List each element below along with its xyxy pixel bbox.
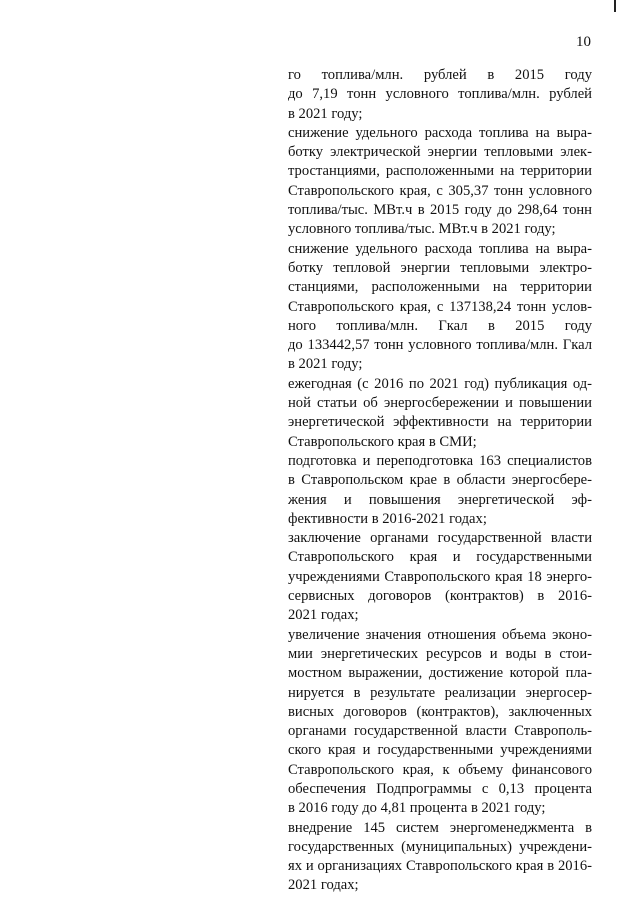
text-line: нируется в результате реализации энергосер- [288, 684, 592, 701]
paragraph [288, 452, 592, 529]
text-line: мии энергетических ресурсов и воды в стои- [288, 645, 592, 662]
text-line: жения и повышения энергетической эф- [288, 491, 592, 508]
paragraph [288, 529, 592, 625]
paragraph [288, 66, 592, 124]
text-line: фективности в 2016-2021 годах; [288, 510, 487, 527]
text-line: до 7,19 тонн условного топлива/млн. рублей [288, 86, 592, 103]
text-line: снижение удельного расхода топлива на выра- [288, 124, 592, 141]
text-line: Ставропольского края, к объему финансового [288, 761, 592, 778]
paragraph [288, 240, 592, 375]
text-line: ботку тепловой энергии тепловыми электро- [288, 259, 592, 276]
text-line: 2021 годах; [288, 877, 359, 894]
paragraph [288, 819, 592, 896]
text-line: ях и организациях Ставропольского края в 2016- [288, 858, 592, 875]
text-line: до 133442,57 тонн условного топлива/млн. Гкал [288, 337, 592, 354]
text-line: ного топлива/млн. Гкал в 2015 году [288, 317, 592, 334]
text-line: государственных (муниципальных) учреждени- [288, 838, 592, 855]
text-line: тростанциями, расположенными на территории [288, 163, 592, 180]
text-line: заключение органами государственной власти [288, 530, 592, 547]
paragraph [288, 626, 592, 819]
scan-edge-mark [614, 0, 616, 12]
text-line: увеличение значения отношения объема эконо- [288, 626, 592, 643]
text-line: учреждениями Ставропольского края 18 энерго- [288, 568, 592, 585]
paragraph [288, 375, 592, 452]
text-line: сервисных договоров (контрактов) в 2016- [288, 588, 592, 605]
text-line: Ставропольского края в СМИ; [288, 433, 477, 450]
text-line: органами государственной власти Ставрополь- [288, 723, 592, 740]
text-line: условного топлива/тыс. МВт.ч в 2021 году; [288, 221, 556, 238]
text-line: ского края и государственными учреждениями [288, 742, 592, 759]
text-line: топлива/тыс. МВт.ч в 2015 году до 298,64 тонн [288, 202, 592, 219]
text-line: мостном выражении, достижение которой пла- [288, 665, 592, 682]
text-line: энергетической эффективности на территории [288, 414, 592, 431]
text-line: ной статьи об энергосбережении и повышении [288, 395, 592, 412]
text-line: ежегодная (с 2016 по 2021 год) публикация од- [288, 375, 592, 392]
text-line: Ставропольского края и государственными [288, 549, 592, 566]
text-line: Ставропольского края, с 137138,24 тонн услов- [288, 298, 592, 315]
text-line: го топлива/млн. рублей в 2015 году [288, 67, 592, 83]
text-line: обеспечения Подпрограммы с 0,13 процента [288, 780, 592, 797]
text-line: в Ставропольском крае в области энергосбере- [288, 472, 592, 489]
page-number: 10 [576, 34, 591, 50]
text-line: ботку электрической энергии тепловыми элек- [288, 144, 592, 161]
text-line: в 2021 году; [288, 356, 363, 373]
text-line: подготовка и переподготовка 163 специалистов [288, 452, 592, 469]
text-line: внедрение 145 систем энергоменеджмента в [288, 819, 592, 836]
text-line: станциями, расположенными на территории [288, 279, 592, 296]
text-line: снижение удельного расхода топлива на выра- [288, 240, 592, 257]
text-line: Ставропольского края, с 305,37 тонн условного [288, 182, 592, 199]
text-line: 2021 годах; [288, 607, 359, 624]
paragraph [288, 124, 592, 240]
text-line: в 2021 году; [288, 105, 363, 122]
text-line: висных договоров (контрактов), заключенных [288, 703, 592, 720]
text-line: в 2016 году до 4,81 процента в 2021 году; [288, 800, 546, 817]
document-body [288, 66, 592, 896]
